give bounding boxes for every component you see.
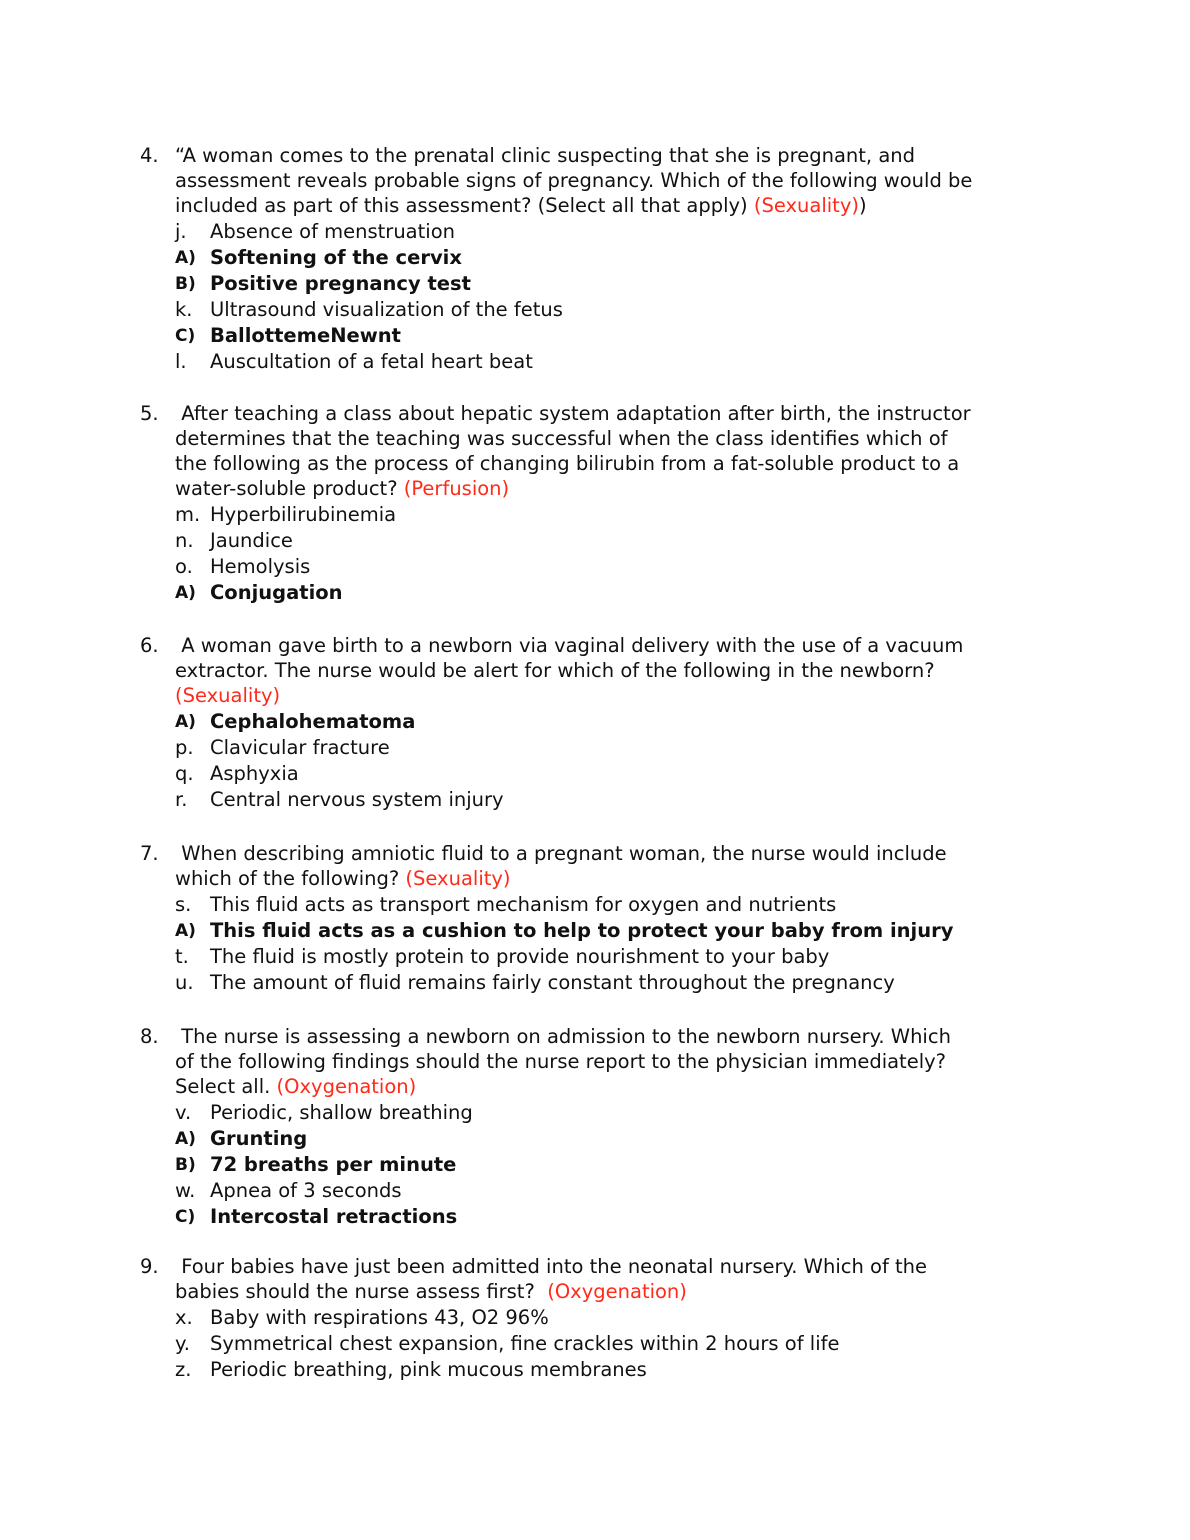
correct-option bbox=[140, 1204, 1060, 1230]
stem-text: babies should the nurse assess first? bbox=[175, 1280, 548, 1303]
option-text: Central nervous system injury bbox=[210, 788, 504, 811]
question-stem bbox=[140, 1024, 1060, 1099]
stem-line bbox=[175, 866, 1060, 891]
option bbox=[140, 297, 1060, 323]
category-tag: (Sexuality) bbox=[753, 194, 859, 217]
option bbox=[140, 219, 1060, 245]
option bbox=[140, 528, 1060, 554]
option-label: A) bbox=[175, 248, 196, 268]
option-label: B) bbox=[175, 274, 196, 294]
question-number: 4. bbox=[140, 144, 159, 167]
option-label: v. bbox=[175, 1101, 192, 1124]
option-text: Grunting bbox=[210, 1127, 308, 1150]
stem-text: When describing amniotic fluid to a pregnant woman, the nurse would include bbox=[175, 842, 947, 865]
option-label: B) bbox=[175, 1155, 196, 1175]
stem-line bbox=[175, 841, 1060, 866]
question-stem bbox=[140, 401, 1060, 501]
stem-line bbox=[175, 1279, 1060, 1304]
option bbox=[140, 1331, 1060, 1357]
option bbox=[140, 1305, 1060, 1331]
option-text: Hyperbilirubinemia bbox=[210, 503, 397, 526]
option-text: Apnea of 3 seconds bbox=[210, 1179, 402, 1202]
correct-option bbox=[140, 323, 1060, 349]
option-label: j. bbox=[175, 220, 187, 243]
correct-option bbox=[140, 709, 1060, 735]
stem-text: determines that the teaching was successful when the class identifies which of bbox=[175, 427, 948, 450]
correct-option bbox=[140, 1126, 1060, 1152]
option-text: Absence of menstruation bbox=[210, 220, 455, 243]
stem-text: After teaching a class about hepatic system adaptation after birth, the instructor bbox=[175, 402, 971, 425]
option-label: t. bbox=[175, 945, 189, 968]
question-9 bbox=[140, 1254, 1060, 1383]
option-label: k. bbox=[175, 298, 193, 321]
stem-text: which of the following? bbox=[175, 867, 406, 890]
stem-line bbox=[175, 168, 1060, 193]
option-label: o. bbox=[175, 555, 193, 578]
category-tag: (Perfusion) bbox=[403, 477, 510, 500]
question-stem bbox=[140, 1254, 1060, 1304]
option-label: q. bbox=[175, 762, 194, 785]
category-tag: (Oxygenation) bbox=[547, 1280, 687, 1303]
question-number: 5. bbox=[140, 402, 159, 425]
option-label: A) bbox=[175, 1129, 196, 1149]
stem-text: of the following findings should the nurse report to the physician immediately? bbox=[175, 1050, 947, 1073]
option bbox=[140, 1100, 1060, 1126]
category-tag: (Sexuality) bbox=[175, 684, 281, 707]
stem-text: included as part of this assessment? (Select all that apply) bbox=[175, 194, 754, 217]
option-label: z. bbox=[175, 1358, 192, 1381]
question-4 bbox=[140, 143, 1060, 375]
question-number: 6. bbox=[140, 634, 159, 657]
stem-line bbox=[175, 193, 1060, 218]
option-text: Baby with respirations 43, O2 96% bbox=[210, 1306, 549, 1329]
option bbox=[140, 1357, 1060, 1383]
option-label: n. bbox=[175, 529, 194, 552]
option-label: A) bbox=[175, 921, 196, 941]
option-text: Conjugation bbox=[210, 581, 343, 604]
option bbox=[140, 1178, 1060, 1204]
stem-text: Select all. bbox=[175, 1075, 277, 1098]
option-label: w. bbox=[175, 1179, 196, 1202]
option-text: Auscultation of a fetal heart beat bbox=[210, 350, 533, 373]
option bbox=[140, 761, 1060, 787]
stem-line bbox=[175, 451, 1060, 476]
question-stem bbox=[140, 841, 1060, 891]
stem-text: the following as the process of changing bilirubin from a fat-soluble product to a bbox=[175, 452, 960, 475]
stem-line bbox=[175, 683, 1060, 708]
option bbox=[140, 735, 1060, 761]
correct-option bbox=[140, 271, 1060, 297]
correct-option bbox=[140, 245, 1060, 271]
option-label: u. bbox=[175, 971, 194, 994]
option-text: Hemolysis bbox=[210, 555, 311, 578]
option-text: The amount of fluid remains fairly constant throughout the pregnancy bbox=[210, 971, 895, 994]
option-label: y. bbox=[175, 1332, 190, 1355]
question-number: 8. bbox=[140, 1025, 159, 1048]
stem-text: Four babies have just been admitted into the neonatal nursery. Which of the bbox=[175, 1255, 928, 1278]
stem-line bbox=[175, 476, 1060, 501]
option-label: s. bbox=[175, 893, 192, 916]
question-5 bbox=[140, 401, 1060, 606]
option-label: r. bbox=[175, 788, 188, 811]
option-text: Intercostal retractions bbox=[210, 1205, 458, 1228]
option bbox=[140, 787, 1060, 813]
option-text: BallottemeNewnt bbox=[210, 324, 401, 347]
stem-line bbox=[175, 1074, 1060, 1099]
option-text: Softening of the cervix bbox=[210, 246, 462, 269]
question-number: 7. bbox=[140, 842, 159, 865]
option-label: C) bbox=[175, 326, 196, 346]
option-text: Cephalohematoma bbox=[210, 710, 416, 733]
stem-line bbox=[175, 401, 1060, 426]
stem-line bbox=[175, 1024, 1060, 1049]
option-label: C) bbox=[175, 1207, 196, 1227]
stem-line bbox=[175, 633, 1060, 658]
option-text: Asphyxia bbox=[210, 762, 299, 785]
option-text: This fluid acts as a cushion to help to protect your baby from injury bbox=[210, 919, 954, 942]
correct-option bbox=[140, 580, 1060, 606]
stem-text: water-soluble product? bbox=[175, 477, 404, 500]
stem-line bbox=[175, 143, 1060, 168]
option-label: l. bbox=[175, 350, 187, 373]
option-text: Ultrasound visualization of the fetus bbox=[210, 298, 563, 321]
options-list bbox=[140, 219, 1060, 375]
options-list bbox=[140, 709, 1060, 813]
option-label: A) bbox=[175, 712, 196, 732]
option-label: A) bbox=[175, 583, 196, 603]
option bbox=[140, 892, 1060, 918]
stem-text: assessment reveals probable signs of pregnancy. Which of the following would be bbox=[175, 169, 973, 192]
question-8 bbox=[140, 1024, 1060, 1230]
correct-option bbox=[140, 918, 1060, 944]
stem-line bbox=[175, 1254, 1060, 1279]
option-label: x. bbox=[175, 1306, 193, 1329]
stem-text: A woman gave birth to a newborn via vaginal delivery with the use of a vacuum bbox=[175, 634, 964, 657]
options-list bbox=[140, 892, 1060, 996]
question-6 bbox=[140, 633, 1060, 813]
question-stem bbox=[140, 143, 1060, 218]
correct-option bbox=[140, 1152, 1060, 1178]
stem-line bbox=[175, 1049, 1060, 1074]
option-text: Periodic breathing, pink mucous membranes bbox=[210, 1358, 647, 1381]
option-text: Positive pregnancy test bbox=[210, 272, 471, 295]
category-tag: (Sexuality) bbox=[405, 867, 511, 890]
option-text: Symmetrical chest expansion, fine crackles within 2 hours of life bbox=[210, 1332, 840, 1355]
option-text: This fluid acts as transport mechanism for oxygen and nutrients bbox=[210, 893, 837, 916]
stem-line bbox=[175, 658, 1060, 683]
closing-paren: ) bbox=[858, 194, 867, 217]
option bbox=[140, 970, 1060, 996]
option-label: m. bbox=[175, 503, 201, 526]
question-number: 9. bbox=[140, 1255, 159, 1278]
option-text: 72 breaths per minute bbox=[210, 1153, 457, 1176]
option bbox=[140, 349, 1060, 375]
options-list bbox=[140, 502, 1060, 606]
options-list bbox=[140, 1305, 1060, 1383]
option-text: Clavicular fracture bbox=[210, 736, 390, 759]
stem-line bbox=[175, 426, 1060, 451]
option bbox=[140, 554, 1060, 580]
option-text: Jaundice bbox=[210, 529, 293, 552]
stem-text: “A woman comes to the prenatal clinic suspecting that she is pregnant, and bbox=[175, 144, 916, 167]
category-tag: (Oxygenation) bbox=[276, 1075, 417, 1098]
stem-text: The nurse is assessing a newborn on admission to the newborn nursery. Which bbox=[175, 1025, 951, 1048]
question-stem bbox=[140, 633, 1060, 708]
question-7 bbox=[140, 841, 1060, 996]
option-text: Periodic, shallow breathing bbox=[210, 1101, 473, 1124]
option-text: The fluid is mostly protein to provide nourishment to your baby bbox=[210, 945, 830, 968]
options-list bbox=[140, 1100, 1060, 1230]
option bbox=[140, 502, 1060, 528]
option-label: p. bbox=[175, 736, 194, 759]
stem-text: extractor. The nurse would be alert for which of the following in the newborn? bbox=[175, 659, 935, 682]
option bbox=[140, 944, 1060, 970]
